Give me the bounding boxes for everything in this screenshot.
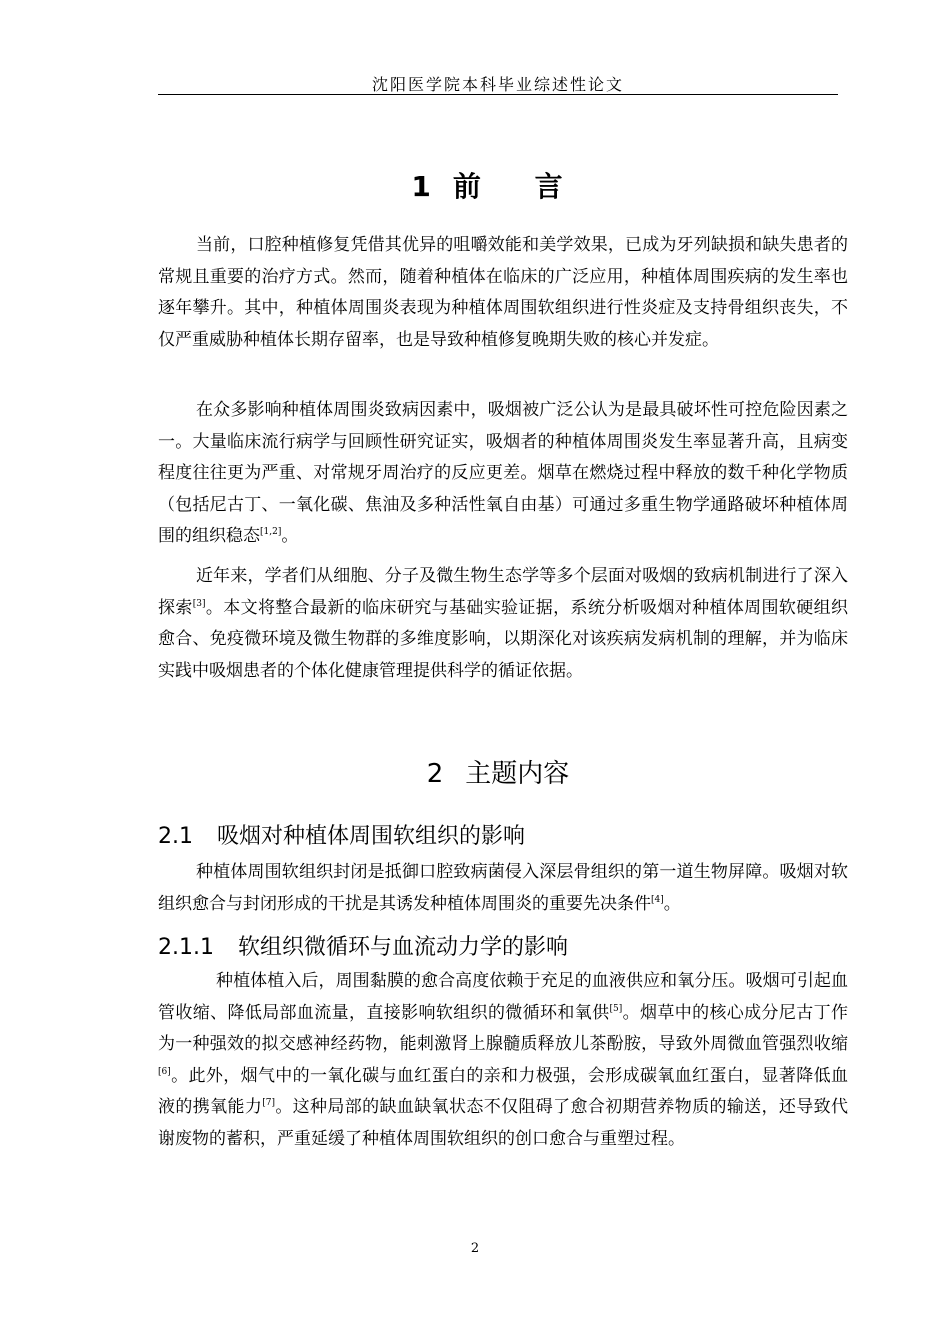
intro-paragraph-1 (158, 230, 848, 356)
subsection-2-1-1-heading (158, 930, 568, 961)
citation: [5] (609, 1003, 623, 1014)
citation: [6] (158, 1066, 171, 1077)
section-1-title: 前 言 (452, 170, 585, 203)
page-header (158, 68, 838, 95)
subsection-2-1-1-title: 软组织微循环与血流动力学的影响 (237, 935, 568, 960)
paragraph-text: 近年来，学者们从细胞、分子及微生物生态学等多个层面对吸烟的致病机制进行了深入探索 (158, 566, 848, 618)
paragraph-text: 种植体植入后，周围黏膜的愈合高度依赖于充足的血液供应和氧分压。吸烟可引起血管收缩、降低局部血流量，直接影响软组织的微循环和氧供 (158, 971, 848, 1023)
paragraph-text: 。 (663, 893, 681, 914)
citation: [1,2] (260, 527, 282, 537)
paragraph-text: 。烟草中的核心成分尼古丁作为一种强效的拟交感神经药物，能刺激肾上腺髓质释放儿茶酚胺，导致外周微血管强烈收缩 (158, 1002, 848, 1054)
citation: [7] (262, 1098, 275, 1108)
subsection-2-1-1-number: 2.1.1 (158, 935, 214, 960)
paragraph-text: 。 (281, 526, 299, 546)
intro-paragraph-2 (158, 395, 848, 553)
subsection-2-1-paragraph (158, 857, 848, 920)
section-2-heading (158, 753, 838, 790)
header-title: 沈阳医学院本科毕业综述性论文 (371, 75, 624, 94)
paragraph-text: 。这种局部的缺血缺氧状态不仅阻碍了愈合初期营养物质的输送，还导致代谢废物的蓄积，严重延缓了种植体周围软组织的创口愈合与重塑过程。 (158, 1097, 849, 1149)
section-1-heading (158, 165, 838, 205)
paragraph-text: 在众多影响种植体周围炎致病因素中，吸烟被广泛公认为是最具破坏性可控危险因素之一。大量临床流行病学与回顾性研究证实，吸烟者的种植体周围炎发生率显著升高，且病变程度往往更为严重、对常规牙周治疗的反应更差。烟草在燃烧过程中释放的数千种化学物质（包括尼古丁、一氧化碳、焦油及多种活性氧自由基）可通过多重生物学通路破坏种植体周围的组织稳态 (158, 400, 848, 546)
paragraph-text: 种植体周围软组织封闭是抵御口腔致病菌侵入深层骨组织的第一道生物屏障。吸烟对软组织愈合与封闭形成的干扰是其诱发种植体周围炎的重要先决条件 (158, 862, 848, 914)
subsection-2-1-number: 2.1 (158, 824, 193, 849)
paragraph-text: 当前，口腔种植修复凭借其优异的咀嚼效能和美学效果，已成为牙列缺损和缺失患者的常规且重要的治疗方式。然而，随着种植体在临床的广泛应用，种植体周围疾病的发生率也逐年攀升。其中，种植体周围炎表现为种植体周围软组织进行性炎症及支持骨组织丧失，不仅严重威胁种植体长期存留率，也是导致种植修复晚期失败的核心并发症。 (158, 235, 848, 350)
intro-paragraph-3 (158, 561, 848, 687)
subsection-2-1-heading (158, 819, 525, 850)
citation: [4] (651, 894, 664, 905)
paragraph-text: 。本文将整合最新的临床研究与基础实验证据，系统分析吸烟对种植体周围软硬组织愈合、免疫微环境及微生物群的多维度影响，以期深化对该疾病发病机制的理解，并为临床实践中吸烟患者的个体化健康管理提供科学的循证依据。 (158, 597, 849, 681)
section-2-title: 主题内容 (465, 759, 570, 789)
paragraph-text: 。此外，烟气中的一氧化碳与血红蛋白的亲和力极强，会形成碳氧血红蛋白，显著降低血液的携氧能力 (158, 1065, 848, 1117)
subsection-2-1-title: 吸烟对种植体周围软组织的影响 (217, 824, 526, 849)
citation: [3] (192, 598, 206, 609)
page-number: 2 (470, 1241, 480, 1256)
section-2-number: 2 (426, 759, 444, 789)
subsection-2-1-1-paragraph (158, 966, 848, 1155)
section-1-number: 1 (411, 170, 431, 203)
